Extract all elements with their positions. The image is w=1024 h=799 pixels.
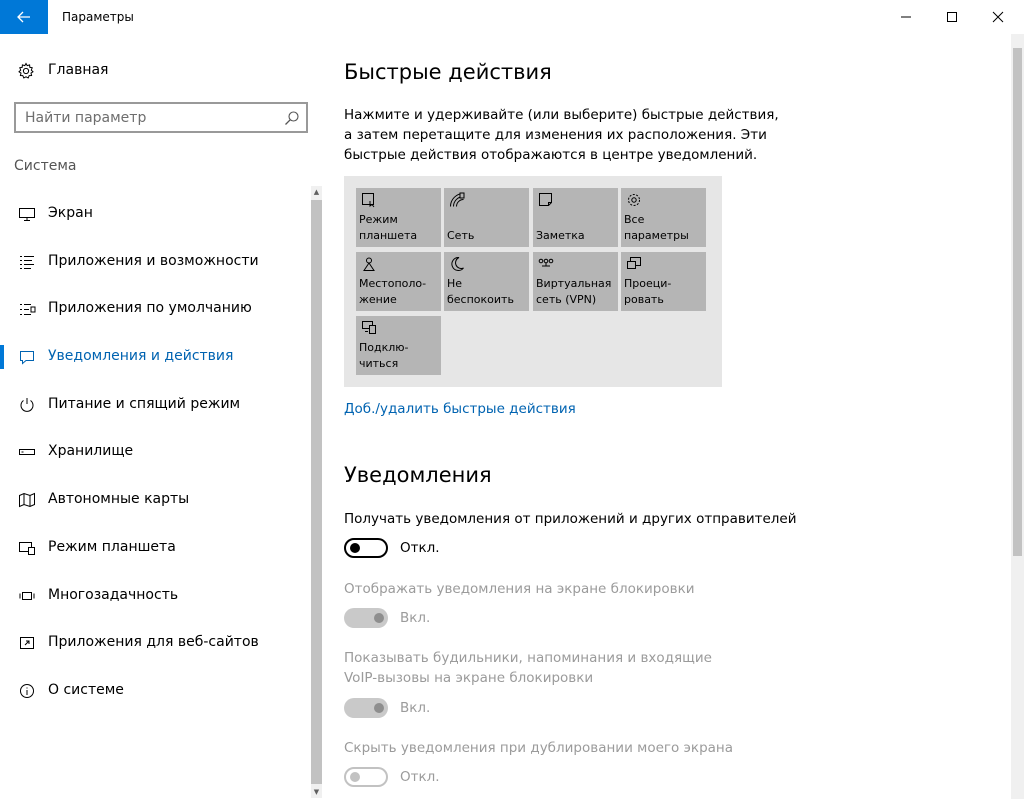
quick-action-tile-do-not-disturb[interactable]: [444, 252, 529, 311]
main-scrollbar-thumb[interactable]: [1013, 48, 1022, 556]
quick-actions-heading: Быстрые действия: [344, 60, 552, 84]
search-icon[interactable]: [284, 110, 300, 126]
toggle-knob: [350, 543, 360, 553]
storage-icon: [18, 444, 36, 460]
tile-label: Все параметры: [624, 213, 689, 242]
info-icon: [18, 683, 36, 699]
sidebar-item-about[interactable]: [0, 667, 312, 715]
tablet-icon: [18, 540, 36, 556]
active-indicator: [0, 345, 4, 369]
toggle-get-notifications[interactable]: [344, 538, 388, 558]
sidebar-item-multitasking[interactable]: [0, 572, 312, 620]
toggle-state-label: Вкл.: [400, 700, 431, 716]
tile-label: Режим планшета: [359, 213, 418, 242]
vpn-icon: [538, 256, 554, 272]
quick-action-tile-vpn[interactable]: [533, 252, 618, 311]
sidebar-item-label: Экран: [48, 205, 93, 221]
quick-action-tile-location[interactable]: [356, 252, 441, 311]
sidebar-item-label: Уведомления и действия: [48, 348, 234, 365]
sidebar-item-display[interactable]: [0, 190, 312, 238]
notifications-heading: Уведомления: [344, 463, 492, 487]
minimize-icon: [900, 11, 912, 23]
sidebar-item-apps[interactable]: [0, 238, 312, 286]
sidebar-item-label: Многозадачность: [48, 586, 179, 603]
add-remove-quick-actions-link[interactable]: Доб./удалить быстрые действия: [344, 401, 576, 417]
maximize-icon: [946, 11, 958, 23]
sidebar-item-label: Хранилище: [48, 443, 134, 460]
sidebar-item-label: Режим планшета: [48, 538, 176, 555]
sidebar-item-tablet-mode[interactable]: [0, 524, 312, 572]
settings-icon: [626, 192, 642, 208]
tile-label: Не беспокоить: [447, 277, 514, 306]
tile-label: Сеть: [447, 229, 475, 242]
setting-hide-when-duplicating-label: Скрыть уведомления при дублировании моего экрана: [344, 740, 734, 756]
back-button[interactable]: [0, 0, 48, 34]
multitask-icon: [18, 588, 36, 604]
apps-list-icon: [18, 254, 36, 270]
setting-lockscreen-notifications-label: Отображать уведомления на экране блокировки: [344, 581, 695, 597]
network-icon: [449, 192, 465, 208]
toggle-knob: [374, 613, 384, 623]
section-label: Система: [14, 158, 77, 174]
scroll-up-icon[interactable]: ▲: [313, 188, 320, 196]
window-title: Параметры: [62, 10, 134, 24]
setting-get-notifications-label: Получать уведомления от приложений и других отправителей: [344, 511, 797, 527]
sidebar-item-label: Питание и спящий режим: [48, 395, 241, 412]
search-box[interactable]: [14, 102, 308, 133]
sidebar-item-default-apps[interactable]: [0, 285, 312, 333]
sidebar-item-label: Приложения по умолчанию: [48, 300, 252, 317]
search-input[interactable]: [16, 104, 278, 131]
sidebar-item-label: Автономные карты: [48, 491, 190, 508]
title-bar: [0, 0, 1024, 34]
main-scrollbar[interactable]: [1011, 34, 1024, 799]
quick-action-tile-connect[interactable]: [356, 316, 441, 375]
note-icon: [538, 192, 554, 208]
sidebar-item-offline-maps[interactable]: [0, 476, 312, 524]
sidebar-item-power[interactable]: [0, 381, 312, 429]
tile-label: Подклю- читься: [359, 341, 409, 370]
home-link[interactable]: [0, 58, 324, 84]
toggle-hide-when-duplicating[interactable]: [344, 767, 388, 787]
toggle-state-label: Откл.: [400, 540, 440, 556]
minimize-button[interactable]: [883, 0, 929, 34]
tile-label: Проеци- ровать: [624, 277, 672, 306]
sidebar-item-notifications[interactable]: [0, 333, 312, 381]
web-apps-icon: [18, 635, 36, 651]
monitor-icon: [18, 206, 36, 222]
quick-action-tile-tablet-mode[interactable]: [356, 188, 441, 247]
sidebar-item-web-apps[interactable]: [0, 619, 312, 667]
quick-actions-description: Нажмите и удерживайте (или выберите) быстрые действия, а затем перетащите для изменения их расположения. Эти быстрые действия отображаются в центре уведомлений.: [344, 107, 779, 163]
tile-label: Заметка: [536, 229, 585, 242]
moon-icon: [449, 256, 465, 272]
toggle-knob: [350, 772, 360, 782]
sidebar-scrollbar[interactable]: [311, 186, 322, 798]
sidebar-item-label: Приложения и возможности: [48, 252, 259, 269]
quick-actions-panel: [344, 176, 722, 387]
back-arrow-icon: [17, 11, 31, 23]
sidebar-nav: [0, 190, 312, 715]
location-icon: [361, 256, 377, 272]
quick-action-tile-network[interactable]: [444, 188, 529, 247]
notification-icon: [18, 349, 36, 365]
toggle-alarms-voip[interactable]: [344, 698, 388, 718]
toggle-state-label: Вкл.: [400, 610, 431, 626]
sidebar-item-label: Приложения для веб-сайтов: [48, 634, 259, 651]
setting-alarms-voip-label: Показывать будильники, напоминания и входящие VoIP-вызовы на экране блокировки: [344, 650, 712, 686]
close-icon: [992, 11, 1004, 23]
quick-action-tile-project[interactable]: [621, 252, 706, 311]
project-icon: [626, 256, 642, 272]
tile-label: Виртуальная сеть (VPN): [536, 277, 612, 306]
close-button[interactable]: [975, 0, 1021, 34]
quick-action-tile-note[interactable]: [533, 188, 618, 247]
home-label: Главная: [48, 62, 109, 78]
sidebar: [0, 34, 324, 799]
default-apps-icon: [18, 301, 36, 317]
quick-action-tile-all-settings[interactable]: [621, 188, 706, 247]
sidebar-scrollbar-thumb[interactable]: [311, 200, 322, 784]
toggle-state-label: Откл.: [400, 769, 440, 785]
toggle-lockscreen-notifications[interactable]: [344, 608, 388, 628]
maximize-button[interactable]: [929, 0, 975, 34]
tablet-mode-icon: [361, 192, 377, 208]
sidebar-item-storage[interactable]: [0, 428, 312, 476]
gear-icon: [17, 62, 35, 80]
connect-icon: [361, 320, 377, 336]
map-icon: [18, 492, 36, 508]
toggle-knob: [374, 703, 384, 713]
main-content: [324, 34, 1010, 799]
power-icon: [18, 397, 36, 413]
scroll-down-icon[interactable]: ▼: [313, 788, 320, 796]
tile-label: Местополо- жение: [359, 277, 427, 306]
sidebar-item-label: О системе: [48, 681, 124, 698]
